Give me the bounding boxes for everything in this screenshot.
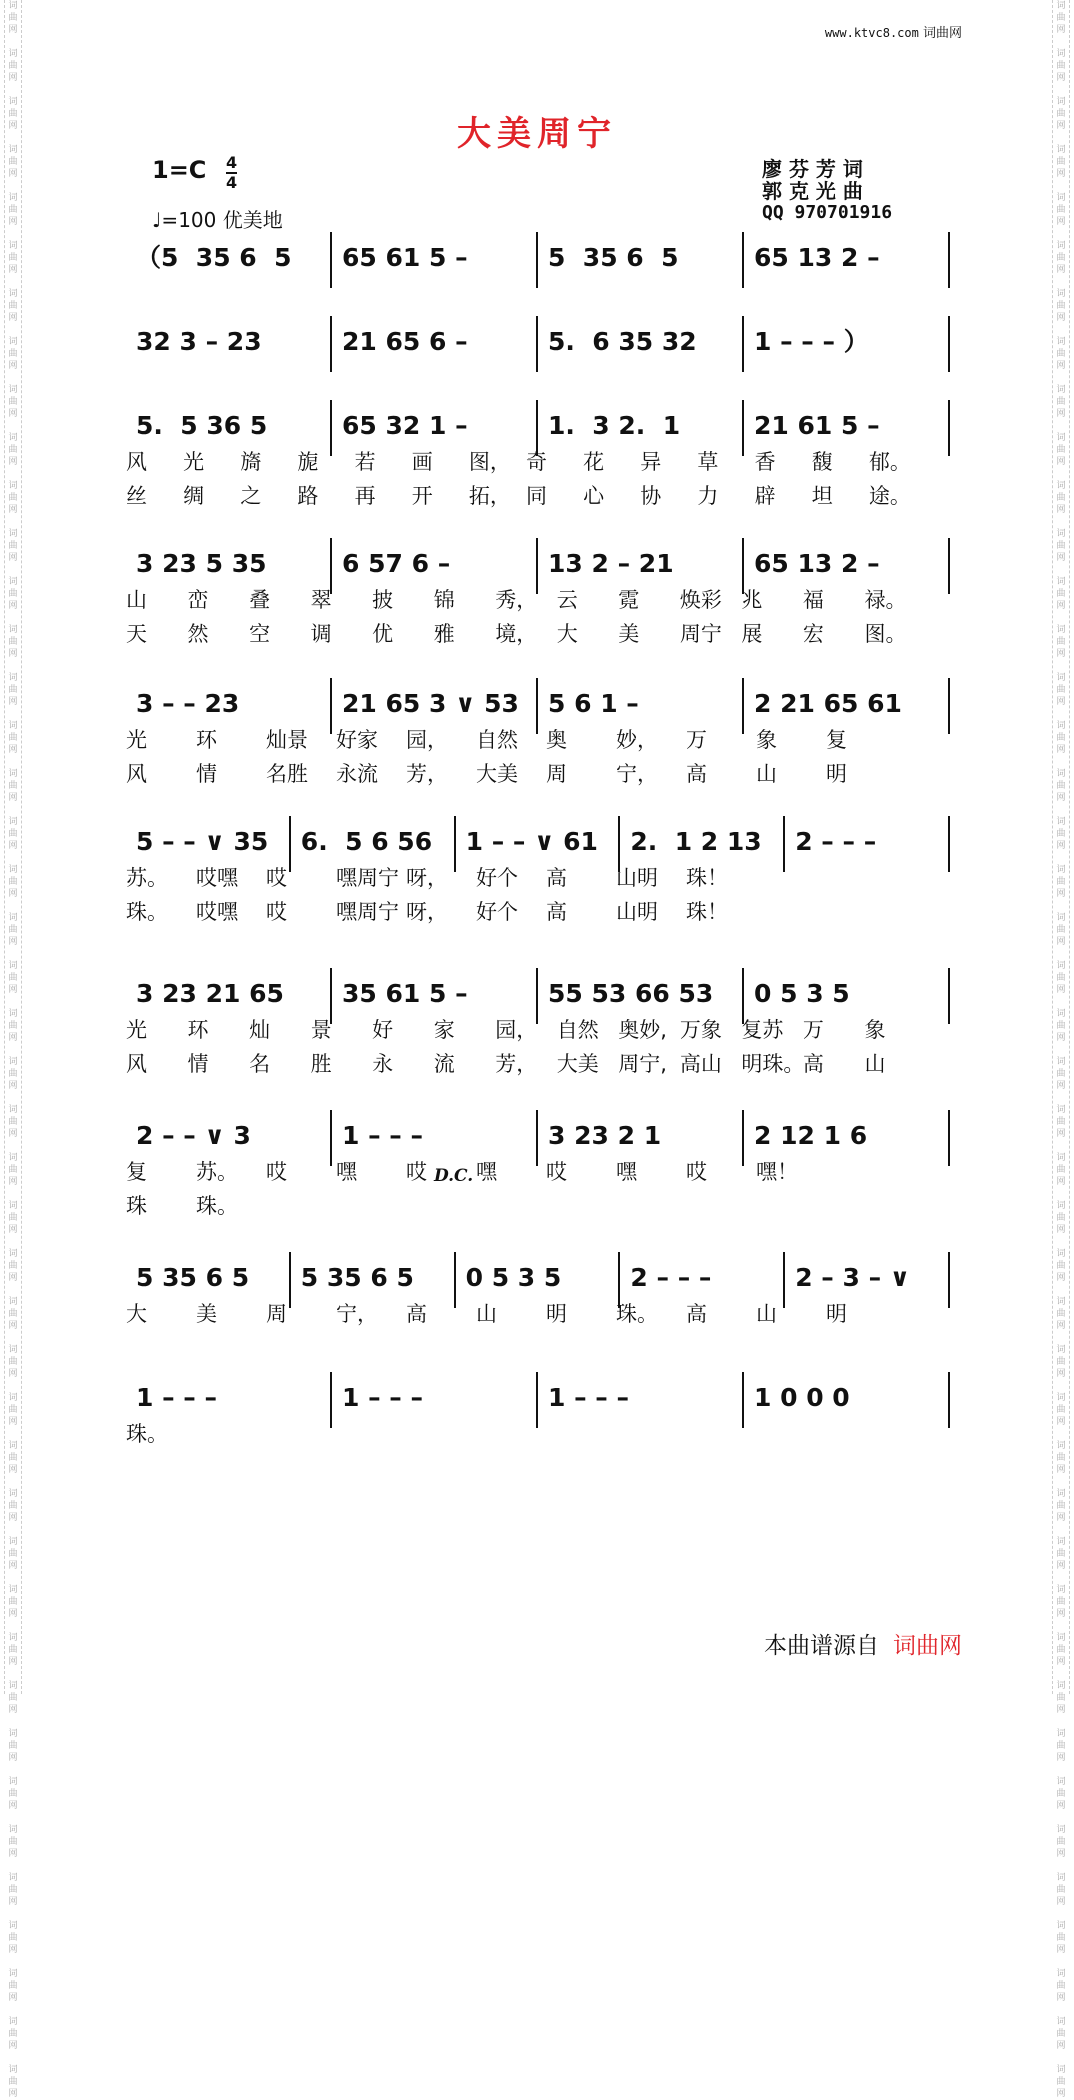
lyric-syllable: 流 — [433, 1052, 455, 1076]
source-footer — [764, 1627, 962, 1660]
lyric-syllable: 风 — [126, 450, 147, 474]
lyric-syllable: 复苏 — [741, 1018, 784, 1042]
lyric-syllable: 美 — [618, 622, 640, 646]
lyric-syllable: 光 — [126, 728, 147, 752]
lyric-syllable: 自然 — [476, 728, 518, 752]
lyric-syllable: 胜 — [310, 1052, 332, 1076]
bar-line — [783, 1252, 785, 1308]
lyric-syllable: 辟 — [754, 484, 776, 508]
lyric-syllable: 复 — [126, 1160, 147, 1184]
tempo-marking: ♩=100 优美地 — [152, 208, 283, 232]
lyric-syllable: 珠 — [126, 1194, 147, 1218]
lyric-syllable: 高 — [546, 900, 567, 924]
key-signature: 1=C — [152, 156, 207, 184]
lyric-syllable: 好家 — [336, 728, 378, 752]
lyric-syllable: 园， — [495, 1018, 538, 1042]
qq-contact: QQ 970701916 — [762, 202, 893, 223]
notation-line — [126, 974, 950, 1014]
lyric-syllable: 图。 — [864, 622, 907, 646]
lyric-syllable: 珠。 — [196, 1194, 238, 1218]
measure: 2 – – ∨ 3 — [136, 1121, 251, 1150]
measure: 1 – – – — [342, 1383, 424, 1412]
lyric-syllable: 美 — [196, 1302, 217, 1326]
lyric-syllable: 展 — [741, 622, 763, 646]
credits — [762, 158, 892, 224]
lyric-syllable: 呀， — [406, 866, 448, 890]
lyric-syllable: 明珠。 — [741, 1052, 805, 1076]
lyric-syllable: 宏 — [802, 622, 824, 646]
lyric-syllable: 披 — [372, 588, 394, 612]
bar-line — [536, 678, 538, 734]
lyric-syllable: 永 — [372, 1052, 394, 1076]
bar-line — [289, 816, 291, 872]
lyric-syllable: 优 — [372, 622, 394, 646]
lyric-syllable: 高 — [802, 1052, 824, 1076]
lyric-syllable: 灿景 — [266, 728, 308, 752]
bar-line — [948, 400, 950, 456]
measure: 5 6 1 – — [548, 689, 639, 718]
lyric-syllable: 珠！ — [686, 866, 728, 890]
lyric-syllable: 宁， — [616, 762, 658, 786]
bar-line — [536, 1372, 538, 1428]
lyric-syllable: 馥 — [811, 450, 833, 474]
bar-line — [742, 1110, 744, 1166]
lyric-syllable: 哎 — [406, 1160, 427, 1184]
measure: 3 23 21 65 — [136, 979, 284, 1008]
lyric-syllable: 情 — [196, 762, 217, 786]
lyric-syllable: 哎 — [266, 866, 287, 890]
lyric-syllable: 景 — [310, 1018, 332, 1042]
lyric-syllable: 霓 — [618, 588, 640, 612]
lyric-syllable: 复 — [826, 728, 847, 752]
site-header — [825, 22, 962, 41]
lyric-syllable: 调 — [310, 622, 332, 646]
lyric-syllable: 光 — [183, 450, 205, 474]
measure: 32 3 – 23 — [136, 327, 262, 356]
bar-line — [742, 400, 744, 456]
measure: 6. 5 6 56 — [300, 827, 433, 856]
lyric-syllable: 福 — [802, 588, 824, 612]
lyric-syllable: 哎 — [546, 1160, 567, 1184]
measure: 55 53 66 53 — [548, 979, 714, 1008]
bar-line — [948, 538, 950, 594]
lyric-syllable: 奇 — [526, 450, 547, 474]
bar-line — [330, 1372, 332, 1428]
lyric-syllable: 哎嘿 — [196, 866, 238, 890]
lyric-syllable: 芳， — [406, 762, 448, 786]
measure: 3 23 5 35 — [136, 549, 267, 578]
lyric-syllable: 家 — [433, 1018, 455, 1042]
notation-line — [126, 238, 950, 278]
lyric-syllable: 周宁, — [618, 1052, 667, 1076]
measure: 65 61 5 – — [342, 243, 468, 272]
notation-line — [126, 1378, 950, 1418]
lyric-syllable: 名 — [249, 1052, 271, 1076]
bar-line — [742, 678, 744, 734]
lyric-syllable: 峦 — [187, 588, 209, 612]
lyric-syllable: 好个 — [476, 866, 518, 890]
lyric-syllable: 珠。 — [126, 900, 168, 924]
bar-line — [330, 1110, 332, 1166]
lyric-syllable: 开 — [411, 484, 433, 508]
lyric-syllable: 风 — [126, 1052, 147, 1076]
lyric-syllable: 山明 — [616, 866, 658, 890]
measure: 1 – – – — [342, 1121, 424, 1150]
lyric-syllable: 拓， — [468, 484, 511, 508]
measure: 21 61 5 – — [754, 411, 880, 440]
notation-line — [126, 684, 950, 724]
lyric-syllable: 若 — [354, 450, 376, 474]
measure: 5 35 6 5 — [300, 1263, 414, 1292]
measure: 21 65 6 – — [342, 327, 468, 356]
left-watermark-strip: 词 曲 网 词 曲 网 词 曲 网 词 曲 网 词 曲 网 词 曲 网 词 曲 网 词 曲 网 词 曲 网 词 曲 网 词 曲 网 词 曲 网 词 曲 网 词 曲 网 词 曲 网 词 曲 网 词 曲 网 词 曲 网 词 曲 网 词 曲 网 词 曲 网 词 曲 网 词 曲 网 词 曲 网 词 曲 网 词 曲 网 词 曲 网 词 曲 网 词 曲 网 词 曲 网 词 曲 网 词 曲 网 词 曲 网 词 曲 网 词 曲 网 词 曲 网 词 曲 网 词 曲 网 词 曲 网 词 曲 网 词 曲 网 词 曲 网 词 曲 网 词 曲 网 — [4, 0, 22, 1694]
lyric-syllable: 花 — [583, 450, 605, 474]
lyric-syllable: 珠。 — [126, 1422, 168, 1446]
measure: 1 0 0 0 — [754, 1383, 850, 1412]
lyric-syllable: 翠 — [310, 588, 332, 612]
lyric-syllable: 大美 — [476, 762, 518, 786]
lyricist-credit: 廖 芬 芳 词 — [762, 157, 863, 181]
lyric-syllable: 明 — [826, 1302, 847, 1326]
lyric-syllable: 锦 — [433, 588, 455, 612]
measure: 2 – – – — [795, 827, 877, 856]
measure: 35 61 5 – — [342, 979, 468, 1008]
right-watermark-strip: 词 曲 网 词 曲 网 词 曲 网 词 曲 网 词 曲 网 词 曲 网 词 曲 网 词 曲 网 词 曲 网 词 曲 网 词 曲 网 词 曲 网 词 曲 网 词 曲 网 词 曲 网 词 曲 网 词 曲 网 词 曲 网 词 曲 网 词 曲 网 词 曲 网 词 曲 网 词 曲 网 词 曲 网 词 曲 网 词 曲 网 词 曲 网 词 曲 网 词 曲 网 词 曲 网 词 曲 网 词 曲 网 词 曲 网 词 曲 网 词 曲 网 词 曲 网 词 曲 网 词 曲 网 词 曲 网 词 曲 网 词 曲 网 词 曲 网 词 曲 网 词 曲 网 — [1052, 0, 1070, 1694]
lyric-syllable: 高 — [686, 1302, 707, 1326]
bar-line — [742, 316, 744, 372]
lyric-syllable: 力 — [697, 484, 719, 508]
measure: 2 – 3 – ∨ — [795, 1263, 911, 1292]
lyric-syllable: 嘿 — [336, 1160, 357, 1184]
lyric-syllable: 呀， — [406, 900, 448, 924]
lyric-syllable: 苏。 — [196, 1160, 238, 1184]
lyric-syllable: 嘿周宁 — [336, 900, 399, 924]
lyric-syllable: 周宁 — [679, 622, 722, 646]
lyric-syllable: 嘿 — [616, 1160, 637, 1184]
lyric-syllable: 万象 — [679, 1018, 722, 1042]
lyric-syllable: 旎 — [297, 450, 319, 474]
lyric-syllable: 心 — [583, 484, 605, 508]
lyric-syllable: 山 — [126, 588, 147, 612]
measure: 65 13 2 – — [754, 549, 880, 578]
measure: （5 35 6 5 — [136, 243, 292, 272]
lyric-syllable: 旖 — [240, 450, 262, 474]
bar-line — [536, 232, 538, 288]
da-capo-mark: D.C. — [434, 1166, 474, 1186]
site-domain[interactable]: www.ktvc8.com — [824, 26, 919, 40]
lyric-syllable: 大美 — [556, 1052, 599, 1076]
bar-line — [536, 1110, 538, 1166]
time-signature — [226, 154, 237, 192]
lyric-syllable: 再 — [354, 484, 376, 508]
lyric-syllable: 同 — [526, 484, 547, 508]
lyric-syllable: 永流 — [336, 762, 378, 786]
lyric-syllable: 兆 — [741, 588, 763, 612]
bar-line — [742, 232, 744, 288]
lyric-syllable: 哎 — [686, 1160, 707, 1184]
lyric-syllable: 山 — [864, 1052, 886, 1076]
lyric-syllable: 芳， — [495, 1052, 538, 1076]
lyric-syllable: 香 — [754, 450, 776, 474]
measure: 5. 5 36 5 — [136, 411, 268, 440]
measure: 1 – – ∨ 61 — [465, 827, 598, 856]
composer-credit: 郭 克 光 曲 — [762, 179, 863, 203]
lyric-syllable: 大 — [126, 1302, 147, 1326]
bar-line — [948, 1110, 950, 1166]
lyric-syllable: 情 — [187, 1052, 209, 1076]
lyric-syllable: 云 — [556, 588, 578, 612]
notation-line — [126, 544, 950, 584]
lyric-syllable: 协 — [640, 484, 662, 508]
lyric-syllable: 异 — [640, 450, 662, 474]
measure: 2. 1 2 13 — [630, 827, 762, 856]
lyric-syllable: 环 — [187, 1018, 209, 1042]
lyric-syllable: 奥妙, — [618, 1018, 667, 1042]
lyric-syllable: 禄。 — [864, 588, 907, 612]
lyric-syllable: 风 — [126, 762, 147, 786]
lyric-syllable: 图， — [468, 450, 511, 474]
measure: 0 5 3 5 — [754, 979, 850, 1008]
site-name: 词曲网 — [922, 26, 962, 41]
bar-line — [948, 968, 950, 1024]
lyric-syllable: 焕彩 — [679, 588, 722, 612]
time-denominator: 4 — [226, 173, 238, 192]
bar-line — [948, 816, 950, 872]
lyric-syllable: 空 — [249, 622, 271, 646]
lyric-syllable: 哎 — [266, 1160, 287, 1184]
lyric-syllable: 万 — [686, 728, 707, 752]
time-numerator: 4 — [226, 153, 238, 172]
song-title: 大美周宁 — [457, 114, 617, 154]
lyric-syllable: 画 — [411, 450, 433, 474]
notation-line — [126, 822, 950, 862]
lyric-syllable: 万 — [802, 1018, 824, 1042]
lyric-syllable: 草 — [697, 450, 719, 474]
lyric-syllable: 灿 — [249, 1018, 271, 1042]
bar-line — [289, 1252, 291, 1308]
lyric-syllable: 环 — [196, 728, 217, 752]
lyric-syllable: 好个 — [476, 900, 518, 924]
notation-line — [126, 322, 950, 362]
lyric-syllable: 坦 — [811, 484, 833, 508]
measure: 2 12 1 6 — [754, 1121, 868, 1150]
lyric-syllable: 然 — [187, 622, 209, 646]
lyric-syllable: 丝 — [126, 484, 147, 508]
bar-line — [330, 316, 332, 372]
lyric-syllable: 哎嘿 — [196, 900, 238, 924]
measure: 1 – – – — [136, 1383, 218, 1412]
lyric-syllable: 山 — [756, 762, 777, 786]
bar-line — [536, 316, 538, 372]
lyric-syllable: 明 — [546, 1302, 567, 1326]
measure: 1. 3 2. 1 — [548, 411, 681, 440]
measure: 13 2 – 21 — [548, 549, 674, 578]
bar-line — [948, 232, 950, 288]
measure: 5. 6 35 32 — [548, 327, 697, 356]
bar-line — [454, 1252, 456, 1308]
lyric-syllable: 大 — [556, 622, 578, 646]
lyric-syllable: 绸 — [183, 484, 205, 508]
bar-line — [742, 1372, 744, 1428]
lyric-syllable: 境， — [495, 622, 538, 646]
lyric-syllable: 明 — [826, 762, 847, 786]
lyric-syllable: 途。 — [868, 484, 911, 508]
source-text: 本曲谱源自 — [764, 1633, 879, 1659]
measure: 3 23 2 1 — [548, 1121, 662, 1150]
bar-line — [948, 1372, 950, 1428]
measure: 0 5 3 5 — [465, 1263, 562, 1292]
measure: 5 – – ∨ 35 — [136, 827, 269, 856]
measure: 5 35 6 5 — [548, 243, 679, 272]
lyric-syllable: 山明 — [616, 900, 658, 924]
lyric-syllable: 名胜 — [266, 762, 308, 786]
bar-line — [330, 232, 332, 288]
lyric-syllable: 奥 — [546, 728, 567, 752]
lyric-syllable: 山 — [756, 1302, 777, 1326]
lyric-syllable: 路 — [297, 484, 319, 508]
notation-line — [126, 1116, 950, 1156]
measure: 2 – – – — [630, 1263, 712, 1292]
bar-line — [948, 678, 950, 734]
lyric-syllable: 嘿周宁 — [336, 866, 399, 890]
lyric-syllable: 珠。 — [616, 1302, 658, 1326]
bar-line — [783, 816, 785, 872]
bar-line — [330, 400, 332, 456]
lyric-syllable: 高 — [686, 762, 707, 786]
measure: 1 – – – ） — [754, 327, 869, 356]
lyric-syllable: 周 — [266, 1302, 287, 1326]
bar-line — [330, 678, 332, 734]
bar-line — [454, 816, 456, 872]
lyric-syllable: 光 — [126, 1018, 147, 1042]
notation-line — [126, 406, 950, 446]
lyric-syllable: 宁， — [336, 1302, 378, 1326]
lyric-syllable: 嘿！ — [756, 1160, 798, 1184]
lyric-syllable: 妙， — [616, 728, 658, 752]
measure: 3 – – 23 — [136, 689, 240, 718]
lyric-syllable: 周 — [546, 762, 567, 786]
lyric-syllable: 苏。 — [126, 866, 168, 890]
lyric-syllable: 之 — [240, 484, 262, 508]
bar-line — [948, 316, 950, 372]
lyric-syllable: 天 — [126, 622, 147, 646]
lyric-syllable: 象 — [864, 1018, 886, 1042]
lyric-syllable: 郁。 — [868, 450, 911, 474]
measure: 5 35 6 5 — [136, 1263, 250, 1292]
lyric-syllable: 象 — [756, 728, 777, 752]
measure: 65 13 2 – — [754, 243, 880, 272]
measure: 6 57 6 – — [342, 549, 451, 578]
lyric-syllable: 雅 — [433, 622, 455, 646]
lyric-syllable: 高 — [406, 1302, 427, 1326]
lyric-syllable: 高山 — [679, 1052, 722, 1076]
source-brand[interactable]: 词曲网 — [893, 1633, 962, 1659]
lyric-syllable: 自然 — [556, 1018, 599, 1042]
lyric-syllable: 园， — [406, 728, 448, 752]
lyric-syllable: 秀， — [495, 588, 538, 612]
lyric-syllable: 嘿 — [476, 1160, 497, 1184]
measure: 65 32 1 – — [342, 411, 468, 440]
lyric-syllable: 好 — [372, 1018, 394, 1042]
measure: 21 65 3 ∨ 53 — [342, 689, 519, 718]
lyric-syllable: 哎 — [266, 900, 287, 924]
lyric-syllable: 高 — [546, 866, 567, 890]
lyric-syllable: 叠 — [249, 588, 271, 612]
lyric-syllable: 山 — [476, 1302, 497, 1326]
measure: 1 – – – — [548, 1383, 630, 1412]
measure: 2 21 65 61 — [754, 689, 902, 718]
notation-line — [126, 1258, 950, 1298]
bar-line — [948, 1252, 950, 1308]
lyric-syllable: 珠！ — [686, 900, 728, 924]
